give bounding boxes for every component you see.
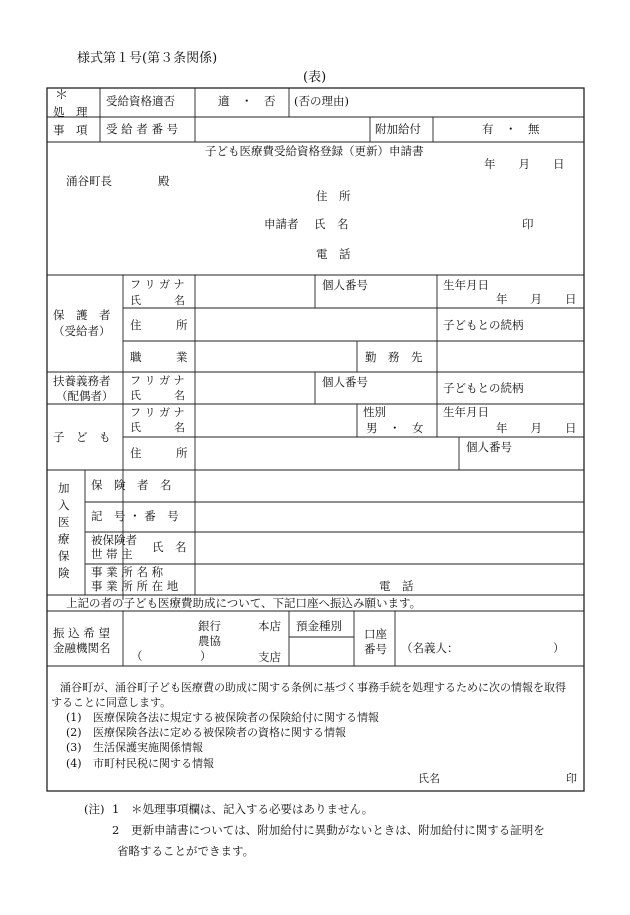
consent-line-2: することに同意します。 xyxy=(51,696,172,709)
application-title: 子ども医療費受給資格登録（更新）申請書 xyxy=(205,144,424,158)
application-date[interactable]: 年 月 日 xyxy=(484,157,565,171)
bank-label: 銀行 xyxy=(198,619,221,633)
insurance-char-2: 入 xyxy=(58,498,70,512)
addressee: 涌谷町長 殿 xyxy=(66,174,170,188)
insurance-char-1: 加 xyxy=(58,481,70,495)
guardian-my-number-label: 個人番号 xyxy=(322,278,368,292)
spouse-label: 扶養義務者 xyxy=(53,374,111,388)
phone-label: 電 話 xyxy=(316,247,351,261)
consent-item-4-num: (4) xyxy=(66,757,82,770)
side-label: (表) xyxy=(303,70,327,85)
seal-mark: 印 xyxy=(522,217,534,231)
child-birth-label: 生年月日 xyxy=(443,405,489,419)
guardian-birth-date[interactable]: 年 月 日 xyxy=(496,292,577,306)
guardian-workplace-label: 勤 務 先 xyxy=(365,350,423,364)
consent-name-label: 氏名 xyxy=(418,772,440,785)
spouse-furigana-label: フ リ ガ ナ xyxy=(130,374,185,387)
child-my-number-label: 個人番号 xyxy=(466,440,512,454)
consent-item-2-num: (2) xyxy=(66,726,82,739)
spouse-relation-label: 子どもとの続柄 xyxy=(443,381,524,395)
institution-label-1: 振 込 希 望 xyxy=(53,626,110,640)
account-label-1: 口座 xyxy=(364,627,387,641)
form-number: 様式第１号(第３条関係) xyxy=(77,51,218,66)
consent-seal: 印 xyxy=(566,772,577,785)
spouse-sub-label: （配偶者） xyxy=(56,389,114,403)
reason-label: (否の理由) xyxy=(294,94,349,108)
processing-label-1: 処 理 xyxy=(53,105,88,119)
account-label-2: 番号 xyxy=(364,642,387,656)
consent-item-1-text: 医療保険各法に規定する被保険者の保険給付に関する情報 xyxy=(93,711,379,724)
guardian-occupation-label: 職 業 xyxy=(130,350,188,364)
additional-benefit-label: 附加給付 xyxy=(375,122,421,136)
insured-name-label: 氏 名 xyxy=(152,540,187,554)
spouse-my-number-label: 個人番号 xyxy=(322,375,368,389)
symbol-number-label: 記 号 ・ 番 号 xyxy=(91,509,179,523)
paren-open: （ xyxy=(131,649,143,663)
transfer-request: 上記の者の子ども医療費助成について、下記口座へ振込み願います。 xyxy=(66,596,422,610)
consent-item-3-num: (3) xyxy=(66,741,82,754)
insurer-name-label: 保 険 者 名 xyxy=(91,478,172,492)
child-label: 子 ど も xyxy=(53,430,111,444)
child-name-label: 氏 名 xyxy=(130,421,185,434)
insurance-char-6: 険 xyxy=(58,566,70,580)
insured-label-1: 被保険者 xyxy=(91,533,137,547)
office-name-label: 事 業 所 名 称 xyxy=(91,565,164,579)
recipient-number-label: 受 給 者 番 号 xyxy=(106,122,179,136)
notes-prefix: (注) xyxy=(84,802,105,816)
guardian-birth-label: 生年月日 xyxy=(443,278,489,292)
note-1: ＊処理事項欄は、記入する必要はありません。 xyxy=(131,802,374,816)
insurance-char-4: 療 xyxy=(58,532,70,546)
account-holder-open: （名義人： xyxy=(401,641,459,655)
agri-coop-label: 農協 xyxy=(198,634,221,648)
child-address-label: 住 所 xyxy=(130,446,188,460)
office-phone-label: 電 話 xyxy=(379,579,414,593)
child-sex-options[interactable]: 男 ・ 女 xyxy=(366,421,424,435)
paren-close: ） xyxy=(200,649,212,663)
note-1-num: 1 xyxy=(112,802,120,816)
insurance-char-3: 医 xyxy=(58,515,70,529)
additional-benefit-value[interactable]: 有 ・ 無 xyxy=(482,122,540,136)
note-2-line-1: 更新申請書については、附加給付に異動がないときは、附加給付に関する証明を xyxy=(131,823,545,837)
consent-item-3-text: 生活保護実施関係情報 xyxy=(93,741,203,754)
processing-label-2: 事 項 xyxy=(53,123,88,137)
office-address-label: 事 業 所 所 在 地 xyxy=(91,579,179,593)
applicant-name-label: 氏 名 xyxy=(314,217,349,231)
eligibility-value[interactable]: 適 ・ 否 xyxy=(218,94,276,108)
child-sex-label: 性別 xyxy=(363,405,386,419)
note-2-num: 2 xyxy=(112,823,120,837)
guardian-name-label: 氏 名 xyxy=(130,294,185,307)
main-branch-label: 本店 xyxy=(258,619,281,633)
branch-label: 支店 xyxy=(258,650,281,664)
consent-item-4-text: 市町村民税に関する情報 xyxy=(93,757,214,770)
applicant-label: 申請者 xyxy=(264,217,299,231)
guardian-relation-label: 子どもとの続柄 xyxy=(443,318,524,332)
guardian-label: 保 護 者 xyxy=(53,308,111,322)
consent-line-1: 涌谷町が、涌谷町子ども医療費の助成に関する条例に基づく事務手続を処理するために次の情報を取得 xyxy=(60,681,566,694)
deposit-type-label: 預金種別 xyxy=(296,619,342,633)
eligibility-label: 受給資格適否 xyxy=(106,94,175,108)
insurance-char-5: 保 xyxy=(58,549,70,563)
guardian-address-label: 住 所 xyxy=(130,318,188,332)
child-birth-date[interactable]: 年 月 日 xyxy=(496,421,577,435)
note-2-line-2: 省略することができます。 xyxy=(117,844,255,858)
address-label: 住 所 xyxy=(316,189,351,203)
asterisk: ＊ xyxy=(55,88,69,103)
institution-label-2: 金融機関名 xyxy=(53,641,111,655)
child-furigana-label: フ リ ガ ナ xyxy=(130,406,185,419)
account-holder-close: ） xyxy=(553,641,565,655)
consent-item-2-text: 医療保険各法に定める被保険者の資格に関する情報 xyxy=(93,726,346,739)
guardian-sub-label: （受給者） xyxy=(53,324,111,338)
insured-label-2: 世 帯 主 xyxy=(91,547,133,561)
consent-item-1-num: (1) xyxy=(66,711,82,724)
guardian-furigana-label: フ リ ガ ナ xyxy=(130,278,185,291)
spouse-name-label: 氏 名 xyxy=(130,389,185,402)
insurance-section-label xyxy=(58,480,76,582)
